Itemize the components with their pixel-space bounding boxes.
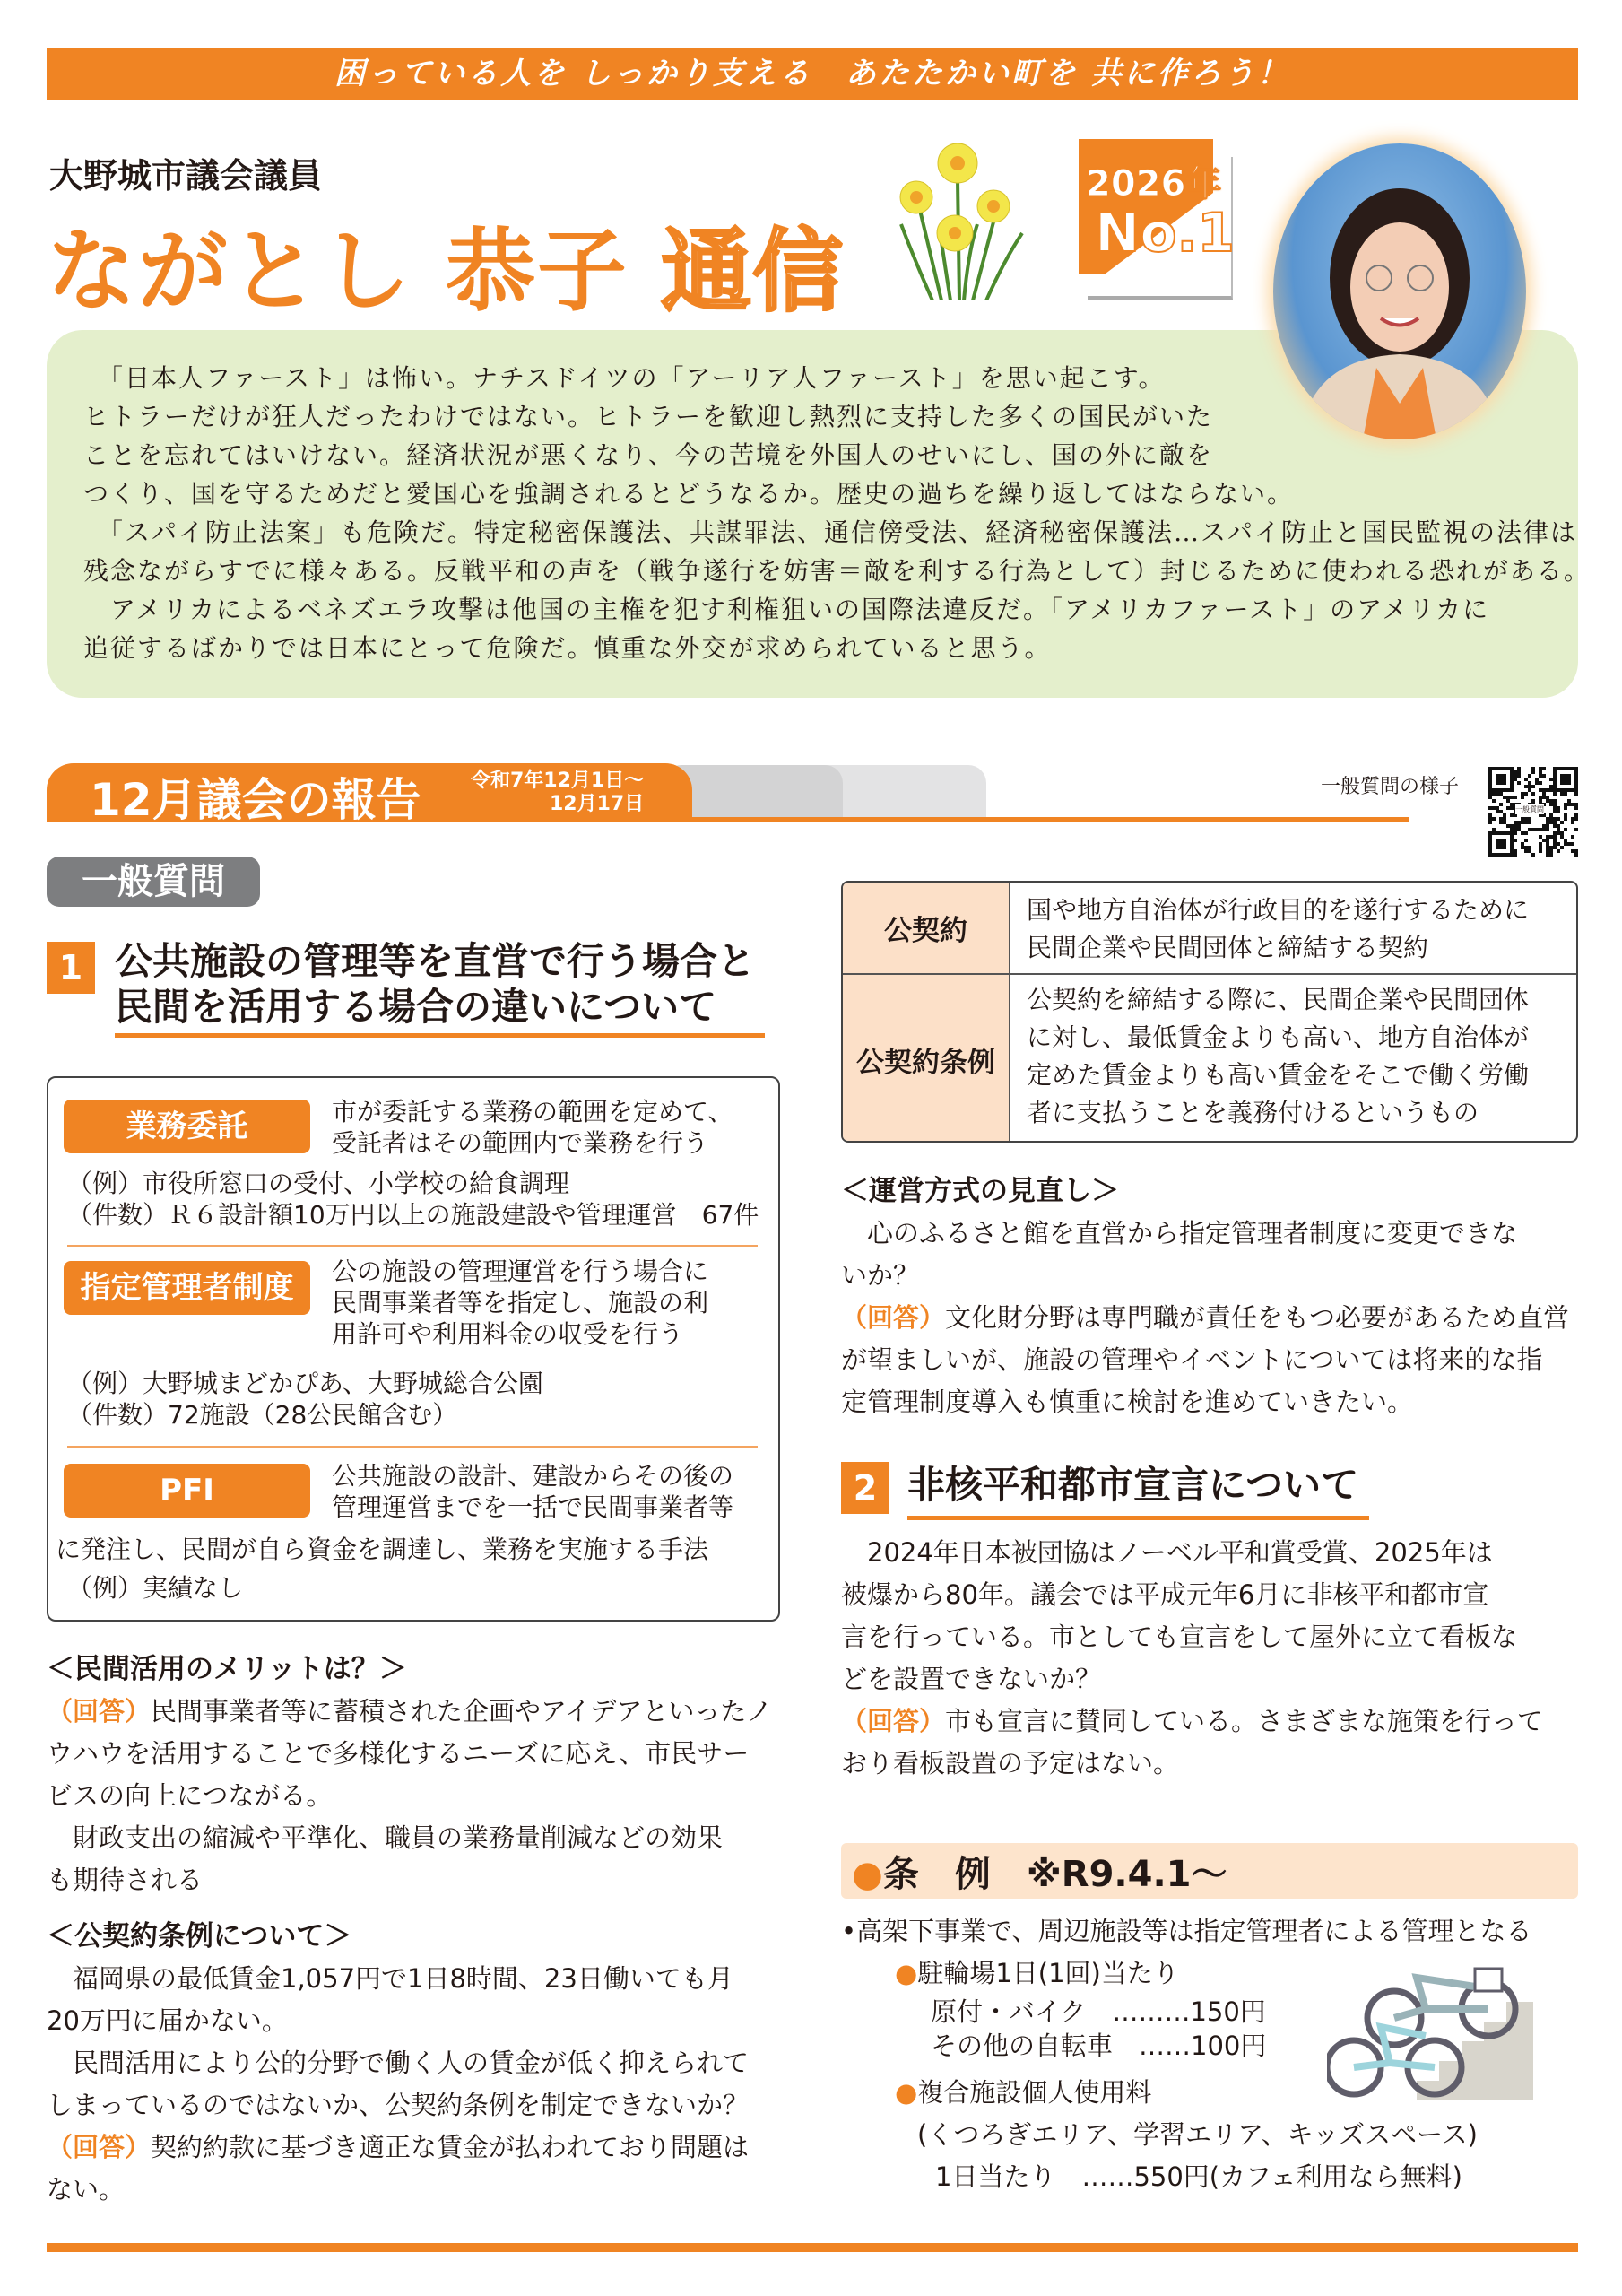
intro-line: 「スパイ防止法案」も危険だ。特定秘密保護法、共謀罪法、通信傍受法、経済秘密保護法…スパイ防止と国民監視の法律は	[83, 517, 1578, 547]
answer-line: も期待される	[47, 1865, 204, 1895]
session-dates	[471, 770, 644, 816]
question-line: 心のふるさと館を直営から指定管理者制度に変更できな	[841, 1218, 1518, 1248]
definition-line: 国や地方自治体が行政目的を遂行するために	[1027, 895, 1530, 925]
intro-line: 追従するばかりでは日本にとって危険だ。慎重な外交が求められていると思う。	[83, 633, 1052, 663]
slogan-banner: 困っている人を しっかり支える あたたかい町を 共に作ろう！	[47, 48, 1578, 100]
question-line: 言を行っている。市としても宣言をして屋外に立て看板な	[841, 1622, 1518, 1652]
desc-line: 民間事業者等を指定し、施設の利	[332, 1288, 709, 1318]
term: 公契約	[843, 883, 1010, 975]
answer-label: （回答）	[841, 1706, 946, 1736]
ordinance-title: ●条 例 ※R9.4.1～	[852, 1854, 1227, 1895]
definitions-table	[841, 881, 1578, 1143]
facility-title: 複合施設個人使用料	[917, 2077, 1152, 2108]
answer-line: ない。	[47, 2174, 126, 2205]
leader-dots: ………	[1112, 1996, 1191, 2027]
desc-line: 公共施設の設計、建設からその後の	[332, 1461, 734, 1491]
intro-line: ヒトラーだけが狂人だったわけではない。ヒトラーを歓迎し熱烈に支持した多くの国民がいた	[83, 402, 1214, 431]
answer-label: （回答）	[47, 2132, 152, 2162]
question-line: 民間活用により公的分野で働く人の賃金が低く抑えられて	[47, 2048, 750, 2078]
question-line: いか？	[841, 1260, 920, 1291]
question-line: しまっているのではないか、公契約条例を制定できないか？	[47, 2090, 750, 2120]
question-line: 2024年日本被団協はノーベル平和賞受賞、2025年は	[841, 1537, 1493, 1568]
newsletter-title	[47, 199, 845, 328]
desc-line: 用許可や利用料金の収受を行う	[332, 1319, 684, 1349]
divider	[67, 1446, 758, 1448]
answer-line: ウハウを活用することで多様化するニーズに応え、市民サー	[47, 1738, 750, 1769]
category-pill: 一般質問	[47, 857, 260, 907]
bottom-rule	[47, 2243, 1578, 2252]
definition-line: 公契約を締結する際に、民間企業や民間団体	[1027, 985, 1530, 1014]
bicycle-parking-illustration	[1327, 1964, 1542, 2103]
question-line: 20万円に届かない。	[47, 2005, 288, 2036]
daffodil-illustration	[888, 126, 1036, 300]
subtitle: 大野城市議会議員	[49, 156, 323, 196]
method-notes	[56, 1534, 708, 1604]
q2-body	[841, 1532, 1543, 1785]
ordinance-heading: 条 例 ※R9.4.1～	[882, 1854, 1227, 1895]
merit-heading: ＜民間活用のメリットは？＞	[47, 1653, 407, 1685]
definition-line: に対し、最低賃金よりも高い、地方自治体が	[1027, 1022, 1530, 1052]
question-title-line: 民間を活用する場合の違いについて	[115, 985, 717, 1029]
definition-line: 定めた賃金よりも高い賃金をそこで働く労働	[1027, 1060, 1530, 1090]
title-name: ながとし 恭子	[47, 219, 662, 324]
question-line: どを設置できないか？	[841, 1664, 1102, 1694]
answer-line: 定管理制度導入も慎重に検討を進めていきたい。	[841, 1387, 1414, 1417]
ordinance-body: •高架下事業で、周辺施設等は指定管理者による管理となる ●駐輪場1日(1回)当たり 原付・バイク ………150円 その他の自転車 ……100円 ●複合施設個人使用料 (くつろぎエリア、学習エリア、キッズスペース) 1日当たり ……550円(カフェ利用なら無料)	[841, 1910, 1532, 2198]
merit-section	[47, 1648, 772, 2211]
definition-line: 者に支払うことを義務付けるというもの	[1027, 1098, 1479, 1127]
leader-dots: ……	[1139, 2031, 1192, 2061]
note-line: （例）大野城まどかぴあ、大野城総合公園	[67, 1369, 543, 1398]
question-number: 2	[841, 1462, 889, 1514]
fee-price: 100円	[1191, 2031, 1267, 2061]
method-tag: 指定管理者制度	[64, 1261, 310, 1315]
intro-text	[83, 359, 1591, 667]
desc-line: 市が委託する業務の範囲を定めて、	[332, 1097, 733, 1126]
desc-line: 管理運営までを一括で民間事業者等	[332, 1492, 734, 1522]
method-desc	[332, 1460, 733, 1523]
question-line: 福岡県の最低賃金1,057円で1日8時間、23日働いても月	[47, 1963, 733, 1994]
intro-line: 残念ながらすでに様々ある。反戦平和の声を（戦争遂行を妨害＝敵を利する行為として）封じるために使われる恐れがある。	[83, 556, 1591, 586]
issue-year: 2026年	[1086, 163, 1222, 204]
fee-item: その他の自転車	[931, 2031, 1114, 2061]
method-notes	[67, 1168, 759, 1231]
ordinance-bullet: •高架下事業で、周辺施設等は指定管理者による管理となる	[841, 1916, 1532, 1946]
intro-line: アメリカによるベネズエラ攻撃は他国の主権を犯す利権狙いの国際法違反だ。「アメリカファースト」のアメリカに	[83, 595, 1490, 624]
note-line: （例）実績なし	[67, 1573, 244, 1603]
qr-center-label: 一般質問	[1515, 805, 1544, 813]
divider	[67, 1245, 758, 1247]
answer-line: 市も宣言に賛同している。さまざまな施策を行って	[945, 1706, 1544, 1736]
definition	[1027, 981, 1529, 1132]
answer-line: 文化財分野は専門職が責任をもつ必要があるため直営	[945, 1302, 1570, 1333]
fee-price: 150円	[1190, 1996, 1266, 2027]
question-title-line: 公共施設の管理等を直営で行う場合と	[115, 939, 756, 983]
issue-badge	[1079, 139, 1235, 296]
fee-item: 原付・バイク	[931, 1996, 1087, 2027]
method-desc	[332, 1256, 708, 1350]
definition-line: 民間企業や民間団体と締結する契約	[1027, 933, 1429, 962]
note-line: （件数）72施設（28公民館含む）	[67, 1400, 458, 1430]
facility-fee: 1日当たり ……550円(カフェ利用なら無料)	[935, 2161, 1462, 2192]
facility-areas: (くつろぎエリア、学習エリア、キッズスペース)	[917, 2119, 1478, 2150]
answer-line: ビスの向上につながる。	[47, 1780, 333, 1811]
contract-heading: ＜公契約条例について＞	[47, 1920, 352, 1952]
note-line: （例）市役所窓口の受付、小学校の給食調理	[67, 1169, 570, 1198]
date-start: 令和7年12月1日～	[471, 770, 645, 792]
definition	[1027, 891, 1529, 967]
answer-line: 契約約款に基づき適正な賃金が払われており問題は	[151, 2132, 750, 2162]
operation-heading: ＜運営方式の見直し＞	[841, 1175, 1119, 1207]
intro-line: ことを忘れてはいけない。経済状況が悪くなり、今の苦境を外国人のせいにし、国の外に敵を	[83, 440, 1214, 470]
method-tag: 業務委託	[64, 1100, 310, 1153]
title-underline	[115, 1033, 765, 1038]
question-number: 1	[47, 942, 95, 994]
title-underline	[907, 1516, 1369, 1520]
answer-line: 財政支出の縮減や平準化、職員の業務量削減などの効果	[47, 1822, 724, 1853]
qr-code[interactable]	[1488, 767, 1578, 857]
intro-line: つくり、国を守るためだと愛国心を強調されるとどうなるか。歴史の過ちを繰り返してはならない。	[83, 479, 1295, 509]
section-title: 12月議会の報告	[90, 774, 421, 826]
method-desc	[332, 1096, 733, 1159]
answer-label: （回答）	[47, 1696, 152, 1726]
question-title	[115, 938, 755, 1030]
method-notes	[67, 1368, 543, 1431]
parking-title: 駐輪場1日(1回)当たり	[917, 1958, 1179, 1988]
desc-line: 受託者はその範囲内で業務を行う	[332, 1128, 709, 1158]
method-tag: PFI	[64, 1464, 310, 1518]
operation-section	[841, 1170, 1569, 1423]
answer-line: が望ましいが、施設の管理やイベントについては将来的な指	[841, 1344, 1543, 1375]
note-line: に発注し、民間が自ら資金を調達し、業務を実施する手法	[56, 1535, 709, 1564]
intro-line: 「日本人ファースト」は怖い。ナチスドイツの「アーリア人ファースト」を思い起こす。	[83, 363, 1166, 393]
note-line: （件数）Ｒ６設計額10万円以上の施設建設や管理運営 67件	[67, 1200, 759, 1230]
title-tsushin: 通信	[661, 219, 845, 324]
issue-number: No.1	[1095, 202, 1235, 265]
date-end: 12月17日	[550, 793, 645, 815]
question-line: 被爆から80年。議会では平成元年6月に非核平和都市宣	[841, 1579, 1489, 1610]
answer-label: （回答）	[841, 1302, 946, 1333]
answer-line: 民間事業者等に蓄積された企画やアイデアといったノ	[151, 1696, 773, 1726]
qr-caption: 一般質問の様子	[1321, 776, 1460, 798]
answer-line: おり看板設置の予定はない。	[841, 1748, 1180, 1779]
question-title: 非核平和都市宣言について	[907, 1463, 1359, 1507]
desc-line: 公の施設の管理運営を行う場合に	[332, 1257, 709, 1286]
term: 公契約条例	[843, 975, 1010, 1143]
